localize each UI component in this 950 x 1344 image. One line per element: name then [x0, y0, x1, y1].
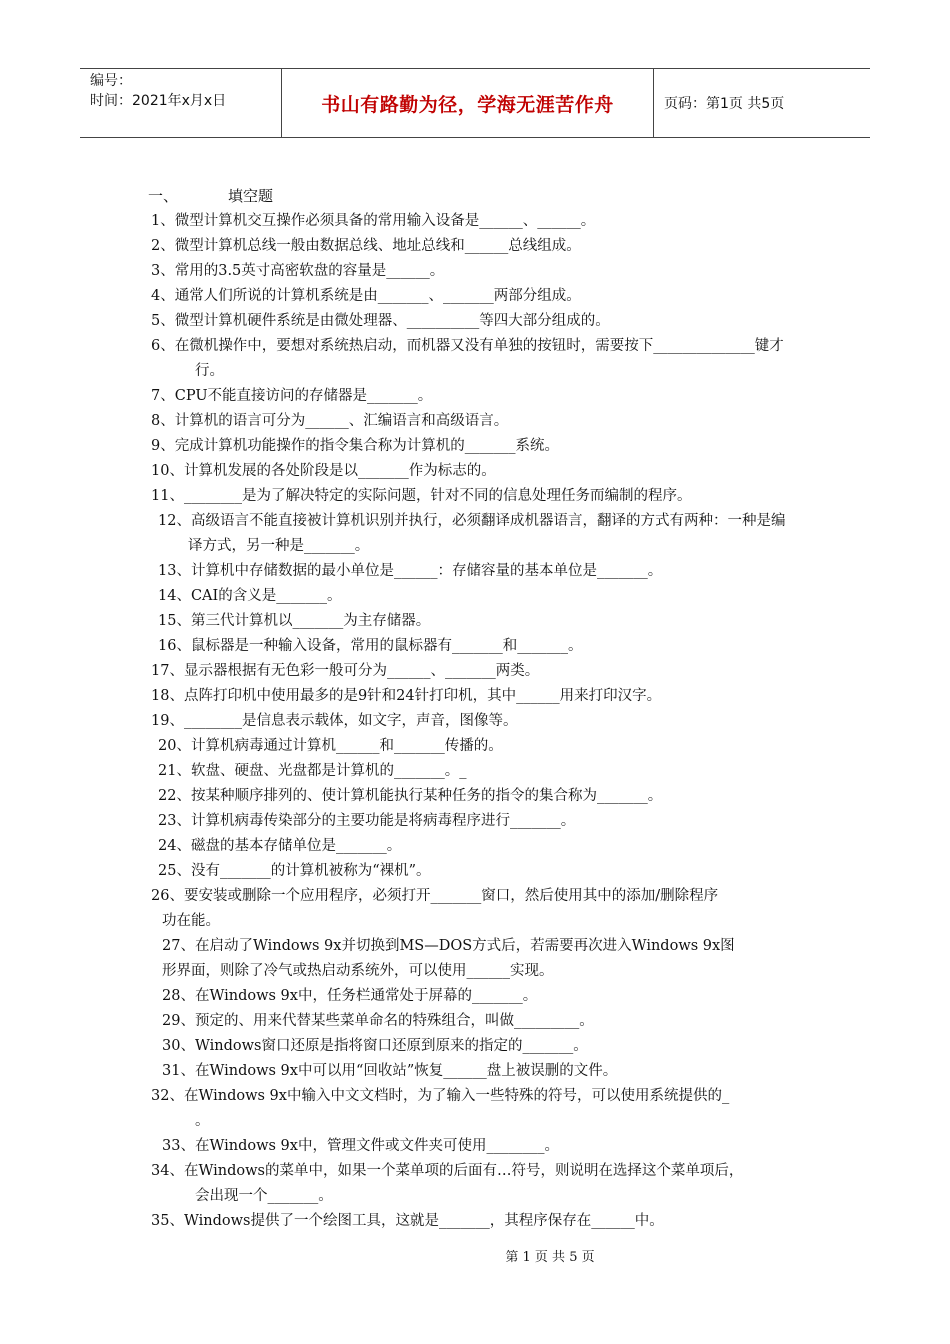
section-number: 一、 [148, 187, 179, 205]
question-10: 10、计算机发展的各处阶段是以_______作为标志的。 [151, 463, 496, 479]
question-33: 33、在Windows 9x中，管理文件或文件夹可使用________。 [162, 1138, 559, 1154]
question-26-cont: 功在能。 [162, 913, 220, 929]
section-title-text: 填空题 [228, 187, 274, 205]
time-label: 时间：2021年x月x日 [90, 93, 227, 109]
question-21: 21、软盘、硬盘、光盘都是计算机的_______。_ [158, 763, 467, 779]
question-3: 3、常用的3.5英寸高密软盘的容量是______。 [151, 263, 445, 279]
question-31: 31、在Windows 9x中可以用“回收站”恢复______盘上被误删的文件。 [162, 1063, 618, 1079]
question-17: 17、显示器根据有无色彩一般可分为______、_______两类。 [151, 663, 540, 679]
question-6: 6、在微机操作中，要想对系统热启动，而机器又没有单独的按钮时，需要按下______________键才 [151, 338, 784, 354]
question-32: 32、在Windows 9x中输入中文文档时，为了输入一些特殊的符号，可以使用系统提供的_ [151, 1088, 730, 1104]
question-18: 18、点阵打印机中使用最多的是9针和24针打印机，其中______用来打印汉字。 [151, 688, 662, 704]
page-info: 页码：第1页 共5页 [664, 96, 785, 112]
header-meta [80, 69, 282, 137]
question-29: 29、预定的、用来代替某些菜单命名的特殊组合，叫做_________。 [162, 1013, 594, 1029]
question-27-cont: 形界面，则除了冷气或热启动系统外，可以使用______实现。 [162, 963, 554, 979]
question-5: 5、微型计算机硬件系统是由微处理器、__________等四大部分组成的。 [151, 313, 610, 329]
header-motto-cell [282, 69, 654, 137]
question-16: 16、鼠标器是一种输入设备，常用的鼠标器有_______和_______。 [158, 638, 583, 654]
motto: 书山有路勤为径，学海无涯苦作舟 [321, 93, 614, 116]
question-11: 11、________是为了解决特定的实际问题，针对不同的信息处理任务而编制的程序。 [151, 488, 692, 504]
section-title [148, 184, 273, 209]
number-label: 编号： [90, 73, 132, 89]
question-7: 7、CPU不能直接访问的存储器是_______。 [151, 388, 433, 404]
question-1: 1、微型计算机交互操作必须具备的常用输入设备是______、______。 [151, 213, 596, 229]
question-15: 15、第三代计算机以_______为主存储器。 [158, 613, 431, 629]
question-13: 13、计算机中存储数据的最小单位是______：存储容量的基本单位是_______。 [158, 563, 663, 579]
question-30: 30、Windows窗口还原是指将窗口还原到原来的指定的_______。 [162, 1038, 588, 1054]
page-footer: 第 1 页 共 5 页 [505, 1250, 595, 1265]
question-9: 9、完成计算机功能操作的指令集合称为计算机的_______系统。 [151, 438, 559, 454]
question-12: 12、高级语言不能直接被计算机识别并执行，必须翻译成机器语言，翻译的方式有两种：一种是编 [158, 513, 786, 529]
question-28: 28、在Windows 9x中，任务栏通常处于屏幕的_______。 [162, 988, 538, 1004]
question-12-cont: 译方式，另一种是_______。 [188, 538, 370, 554]
question-24: 24、磁盘的基本存储单位是_______。 [158, 838, 402, 854]
question-14: 14、CAI的含义是_______。 [158, 588, 342, 604]
question-27: 27、在启动了Windows 9x并切换到MS—DOS方式后，若需要再次进入Windows 9x图 [162, 938, 735, 954]
question-8: 8、计算机的语言可分为______、汇编语言和高级语言。 [151, 413, 509, 429]
question-25: 25、没有_______的计算机被称为“裸机”。 [158, 863, 431, 879]
question-6-cont: 行。 [195, 363, 224, 379]
question-22: 22、按某种顺序排列的、使计算机能执行某种任务的指令的集合称为_______。 [158, 788, 663, 804]
question-4: 4、通常人们所说的计算机系统是由_______、_______两部分组成。 [151, 288, 581, 304]
page-header [80, 68, 870, 138]
question-34: 34、在Windows的菜单中，如果一个菜单项的后面有…符号，则说明在选择这个菜单项后， [151, 1163, 744, 1179]
question-32-cont: 。 [195, 1113, 210, 1129]
question-34-cont: 会出现一个_______。 [195, 1188, 333, 1204]
question-20: 20、计算机病毒通过计算机______和_______传播的。 [158, 738, 503, 754]
question-23: 23、计算机病毒传染部分的主要功能是将病毒程序进行_______。 [158, 813, 576, 829]
header-page-info [654, 69, 870, 137]
question-35: 35、Windows提供了一个绘图工具，这就是_______，其程序保存在______中。 [151, 1213, 664, 1229]
question-26: 26、要安装或删除一个应用程序，必须打开_______窗口，然后使用其中的添加/删除程序 [151, 888, 719, 904]
question-19: 19、________是信息表示载体，如文字，声音，图像等。 [151, 713, 518, 729]
question-2: 2、微型计算机总线一般由数据总线、地址总线和______总线组成。 [151, 238, 581, 254]
